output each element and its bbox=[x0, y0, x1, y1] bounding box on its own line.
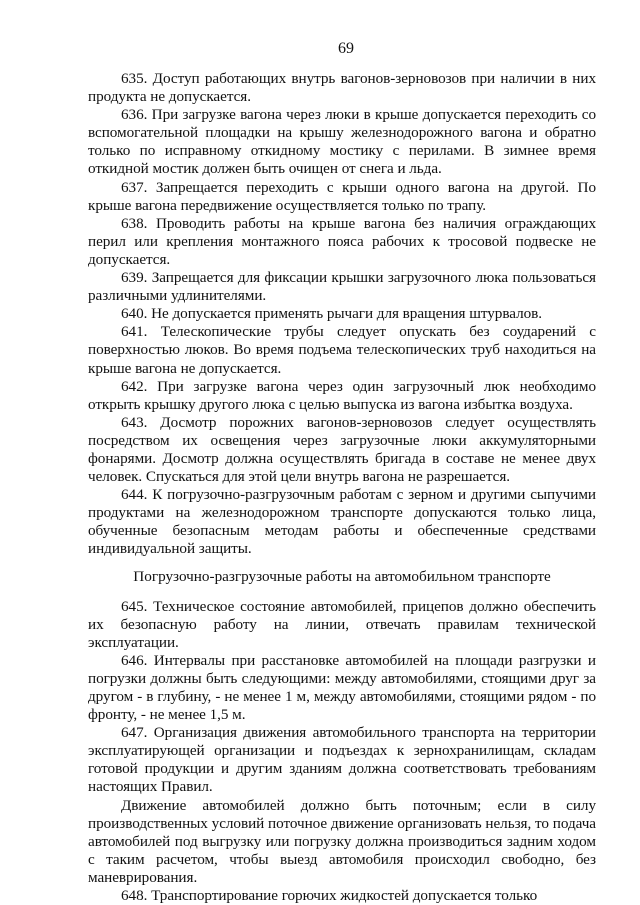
paragraph-636: 636. При загрузке вагона через люки в крыше допускается переходить со вспомогательной площадки на крышу железнодорожного вагона и обратно только по исправному откидному мостику с перилами. В зимнее время откидной мостик должен быть очищен от снега и льда. bbox=[88, 106, 596, 178]
paragraph-648: 648. Транспортирование горючих жидкостей допускается только bbox=[121, 887, 538, 905]
paragraph-644: 644. К погрузочно-разгрузочным работам с зерном и другими сыпучими продуктами на железнодорожном транспорте допускаются только лица, обученные безопасным методам работы и обеспеченные средствами индивидуальной защиты. bbox=[88, 486, 596, 558]
paragraph-635: 635. Доступ работающих внутрь вагонов-зерновозов при наличии в них продукта не допускается. bbox=[88, 70, 596, 106]
page-number: 69 bbox=[338, 40, 354, 57]
paragraph-646: 646. Интервалы при расстановке автомобилей на площади разгрузки и погрузки должны быть следующими: между автомобилями, стоящими друг за другом - в глубину, - не менее 1 м, между автомобилями, стоящими рядом - по фронту, - не менее 1,5 м. bbox=[88, 651, 596, 724]
paragraph-638: 638. Проводить работы на крыше вагона без наличия ограждающих перил или крепления монтажного пояса рабочих к тросовой подвеске не допускается. bbox=[88, 214, 596, 268]
section-heading: Погрузочно-разгрузочные работы на автомобильном транспорте bbox=[133, 567, 551, 585]
paragraph-639: 639. Запрещается для фиксации крышки загрузочного люка пользоваться различными удлинителями. bbox=[88, 269, 596, 305]
paragraph-647: 647. Организация движения автомобильного транспорта на территории эксплуатирующей организации и подъездах к зернохранилищам, складам готовой продукции и другим зданиям должна соответствовать требованиям настоящих Правил. bbox=[88, 724, 596, 796]
paragraph-642: 642. При загрузке вагона через один загрузочный люк необходимо открыть крышку другого люка с целью выпуска из вагона избытка воздуха. bbox=[88, 377, 596, 413]
paragraph-640: 640. Не допускается применять рычаги для вращения штурвалов. bbox=[121, 305, 543, 323]
paragraph-643: 643. Досмотр порожних вагонов-зерновозов следует осуществлять посредством их освещения через загрузочные люки аккумуляторными фонарями. Досмотр должна осуществлять бригада в составе не менее двух человек. Спускаться для этой цели внутрь вагона не разрешается. bbox=[88, 413, 596, 486]
paragraph-645: 645. Техническое состояние автомобилей, прицепов должно обеспечить их безопасную работу на линии, отвечать правилам технической эксплуатации. bbox=[88, 597, 596, 651]
paragraph-637: 637. Запрещается переходить с крыши одного вагона на другой. По крыше вагона передвижение осуществляется только по трапу. bbox=[88, 178, 596, 214]
paragraph-641: 641. Телескопические трубы следует опускать без соударений с поверхностью люков. Во время подъема телескопических труб находиться на крыше вагона не допускается. bbox=[88, 323, 596, 377]
paragraph-647-continued: Движение автомобилей должно быть поточным; если в силу производственных условий поточное движение организовать нельзя, то подача автомобилей под выгрузку или погрузку должна производиться задним ходом с таким расчетом, чтобы выезд автомобиля происходил свободно, без маневрирования. bbox=[88, 796, 596, 886]
